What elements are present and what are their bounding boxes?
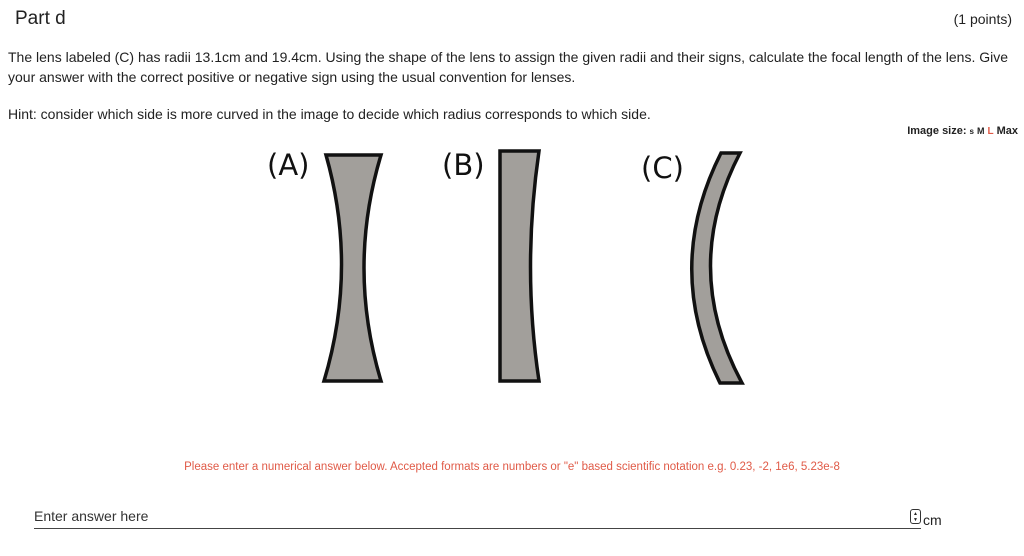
lens-a-shape (324, 155, 381, 381)
image-size-m[interactable]: M (976, 126, 985, 136)
unit-label: cm (923, 512, 942, 528)
image-size-max[interactable]: Max (996, 125, 1018, 137)
answer-format-note: Please enter a numerical answer below. Accepted formats are numbers or "e" based scientific notation e.g. 0.23, -2, 1e6, 5.23e-8 (184, 461, 840, 473)
part-title: Part d (15, 8, 66, 29)
question-text: The lens labeled (C) has radii 13.1cm and 19.4cm. Using the shape of the lens to assign the given radii and their signs, calculate the focal length of the lens. Give your answer with the correct positive or negative sign using the usual convention for lenses. (8, 49, 1009, 85)
image-size-s[interactable]: s (969, 127, 974, 136)
lens-c-label: (C) (641, 151, 684, 185)
spinner-up-icon[interactable]: ▲ (913, 510, 918, 517)
lens-c-shape (692, 153, 742, 383)
answer-input[interactable] (34, 503, 894, 528)
image-size-control (907, 125, 1018, 137)
spinner-down-icon[interactable]: ▼ (913, 516, 918, 523)
lens-figure (255, 140, 765, 390)
hint-text: Hint: consider which side is more curved in the image to decide which radius corresponds to which side. (8, 106, 651, 122)
lens-b-label: (B) (442, 148, 485, 182)
number-spinner[interactable] (910, 509, 921, 524)
image-size-l[interactable]: L (987, 126, 994, 137)
points-label: (1 points) (953, 11, 1012, 27)
image-size-label: Image size: (907, 125, 967, 137)
lens-b-shape (500, 151, 539, 381)
lens-a-label: (A) (267, 148, 310, 182)
answer-row (34, 503, 921, 529)
